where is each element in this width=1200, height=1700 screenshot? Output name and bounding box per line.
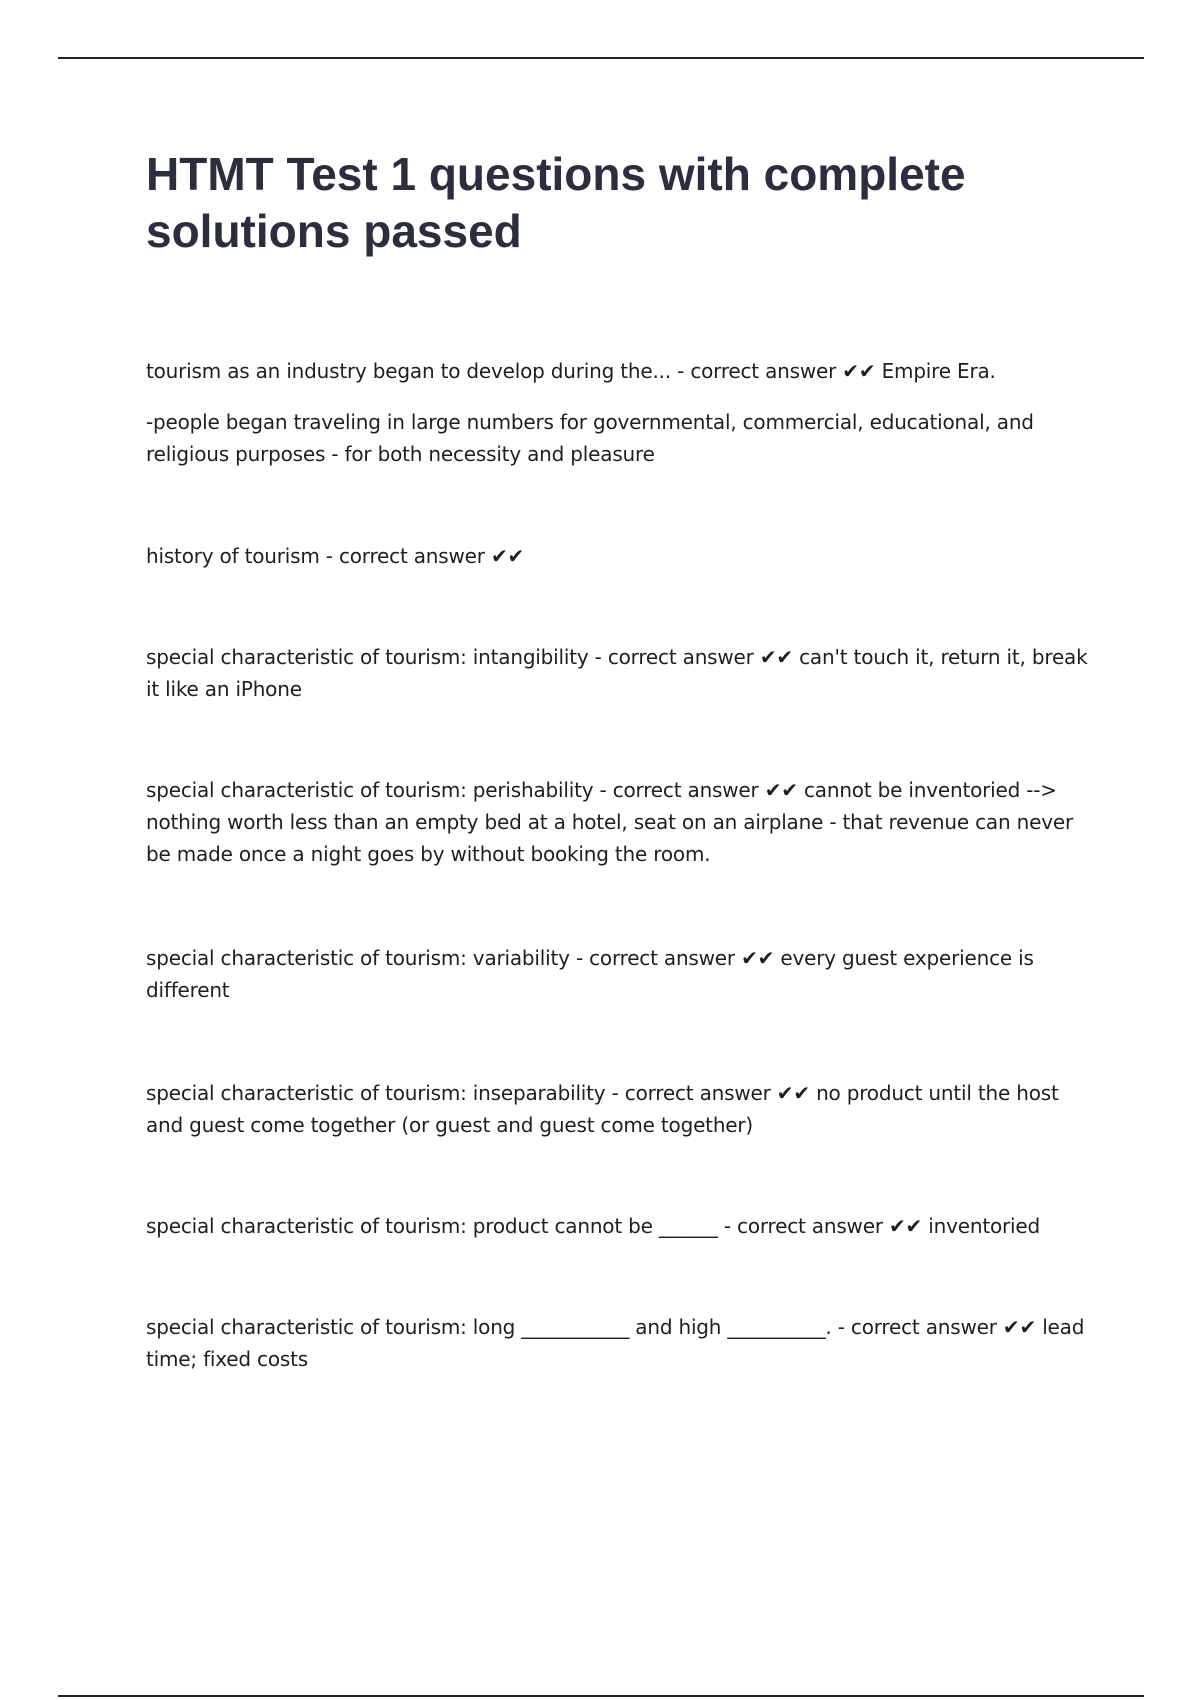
answer-separator: - correct answer [588,645,760,669]
qa-entry-1 [146,355,1096,387]
double-check-icon: ✔✔ [1002,1315,1037,1339]
double-check-icon: ✔✔ [764,778,798,802]
qa-note: -people began traveling in large numbers for governmental, commercial, educational, and religious purposes - for both necessity and pleasure [146,410,1034,466]
qa-entry-5 [146,942,1096,1006]
question-text: special characteristic of tourism: product cannot be ______ [146,1214,718,1238]
answer-text: Empire Era. [881,359,996,383]
document-title: HTMT Test 1 questions with complete solutions passed [146,148,966,257]
double-check-icon: ✔✔ [741,946,775,970]
answer-text: no product until the host and guest come together (or guest and guest come together) [146,1081,1059,1137]
answer-separator: - correct answer [319,544,491,568]
qa-entry-3 [146,641,1096,705]
double-check-icon: ✔✔ [776,1081,810,1105]
answer-text: lead time; fixed costs [146,1315,1085,1371]
answer-separator: - correct answer [670,359,843,383]
answer-separator: - correct answer [605,1081,777,1105]
question-text: special characteristic of tourism: perishability [146,778,594,802]
question-text: special characteristic of tourism: inseparability [146,1081,606,1105]
double-check-icon: ✔✔ [490,544,525,568]
question-text: special characteristic of tourism: intangibility [146,645,589,669]
answer-text: inventoried [928,1214,1041,1238]
answer-separator: - correct answer [569,946,742,970]
answer-separator: - correct answer [717,1214,889,1238]
bottom-rule [58,1695,1144,1697]
qa-entry-2 [146,540,1096,572]
qa-entry-8 [146,1311,1096,1375]
qa-entry-4 [146,774,1096,870]
answer-separator: - correct answer [831,1315,1003,1339]
question-text: special characteristic of tourism: variability [146,946,570,970]
answer-text: every guest experience is different [146,946,1034,1002]
qa-entry-7 [146,1210,1096,1242]
top-rule [58,57,1144,59]
question-text: history of tourism [146,544,320,568]
double-check-icon: ✔✔ [889,1214,923,1238]
answer-text: can't touch it, return it, break it like an iPhone [146,645,1088,701]
question-text: tourism as an industry began to develop during the... [146,359,671,383]
answer-text: cannot be inventoried --> nothing worth less than an empty bed at a hotel, seat on an airplane - that revenue can never be made once a night goes by without booking the room. [146,778,1073,866]
question-text: special characteristic of tourism: long ___________ and high __________. [146,1315,832,1339]
double-check-icon: ✔✔ [759,645,793,669]
answer-separator: - correct answer [593,778,765,802]
qa-entry-6 [146,1077,1096,1141]
double-check-icon: ✔✔ [842,359,876,383]
